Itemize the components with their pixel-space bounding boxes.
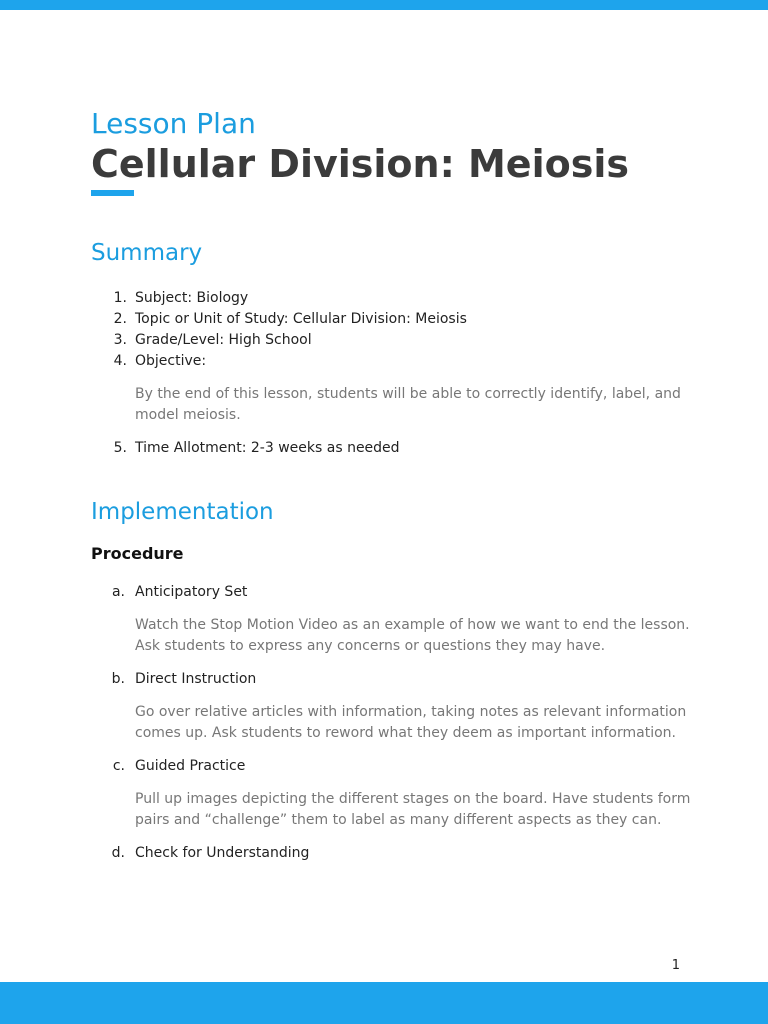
procedure-list bbox=[91, 843, 691, 864]
list-item bbox=[91, 309, 691, 330]
implementation-heading: Implementation bbox=[91, 499, 274, 525]
list-marker: 3. bbox=[113, 332, 127, 348]
procedure-step bbox=[91, 756, 691, 777]
list-marker: d. bbox=[111, 845, 125, 861]
step-label: Check for Understanding bbox=[135, 845, 310, 861]
step-description: Go over relative articles with information, taking notes as relevant information comes up. Ask students to reword what they deem as important information. bbox=[135, 704, 687, 741]
list-item-text: Objective: bbox=[135, 353, 207, 369]
list-item-text: Grade/Level: High School bbox=[135, 332, 312, 348]
list-marker: c. bbox=[112, 758, 125, 774]
procedure-step bbox=[91, 843, 691, 864]
list-item-text: Topic or Unit of Study: Cellular Division: Meiosis bbox=[135, 311, 467, 327]
procedure-list bbox=[91, 756, 691, 777]
list-marker: 2. bbox=[113, 311, 127, 327]
procedure-list bbox=[91, 669, 691, 690]
step-label: Anticipatory Set bbox=[135, 584, 248, 600]
doc-title: Cellular Division: Meiosis bbox=[91, 142, 629, 186]
step-label: Direct Instruction bbox=[135, 671, 257, 687]
list-item bbox=[91, 288, 691, 309]
list-marker: 1. bbox=[113, 290, 127, 306]
document-body bbox=[91, 105, 691, 864]
summary-heading: Summary bbox=[91, 240, 203, 266]
procedure-step bbox=[91, 669, 691, 690]
summary-list bbox=[91, 288, 691, 372]
step-description: Watch the Stop Motion Video as an example of how we want to end the lesson. Ask students to express any concerns or questions they may have. bbox=[135, 617, 690, 654]
list-item bbox=[91, 351, 691, 372]
list-item bbox=[91, 330, 691, 351]
title-underline bbox=[91, 190, 134, 196]
step-label: Guided Practice bbox=[135, 758, 246, 774]
procedure-heading: Procedure bbox=[91, 544, 184, 563]
summary-list-continued bbox=[91, 438, 691, 459]
list-item-text: Time Allotment: 2-3 weeks as needed bbox=[135, 440, 400, 456]
list-marker: b. bbox=[111, 671, 125, 687]
top-accent-bar bbox=[0, 0, 768, 10]
list-item bbox=[91, 438, 691, 459]
list-marker: 5. bbox=[113, 440, 127, 456]
list-item-text: Subject: Biology bbox=[135, 290, 249, 306]
doc-kicker: Lesson Plan bbox=[91, 107, 256, 140]
bottom-accent-bar bbox=[0, 982, 768, 1024]
page-number: 1 bbox=[671, 958, 680, 973]
list-marker: a. bbox=[111, 584, 125, 600]
procedure-list bbox=[91, 582, 691, 603]
step-description: Pull up images depicting the different stages on the board. Have students form pairs and “challenge” them to label as many different aspects as they can. bbox=[135, 791, 691, 828]
list-marker: 4. bbox=[113, 353, 127, 369]
objective-paragraph: By the end of this lesson, students will be able to correctly identify, label, and model meiosis. bbox=[135, 386, 681, 423]
procedure-step bbox=[91, 582, 691, 603]
